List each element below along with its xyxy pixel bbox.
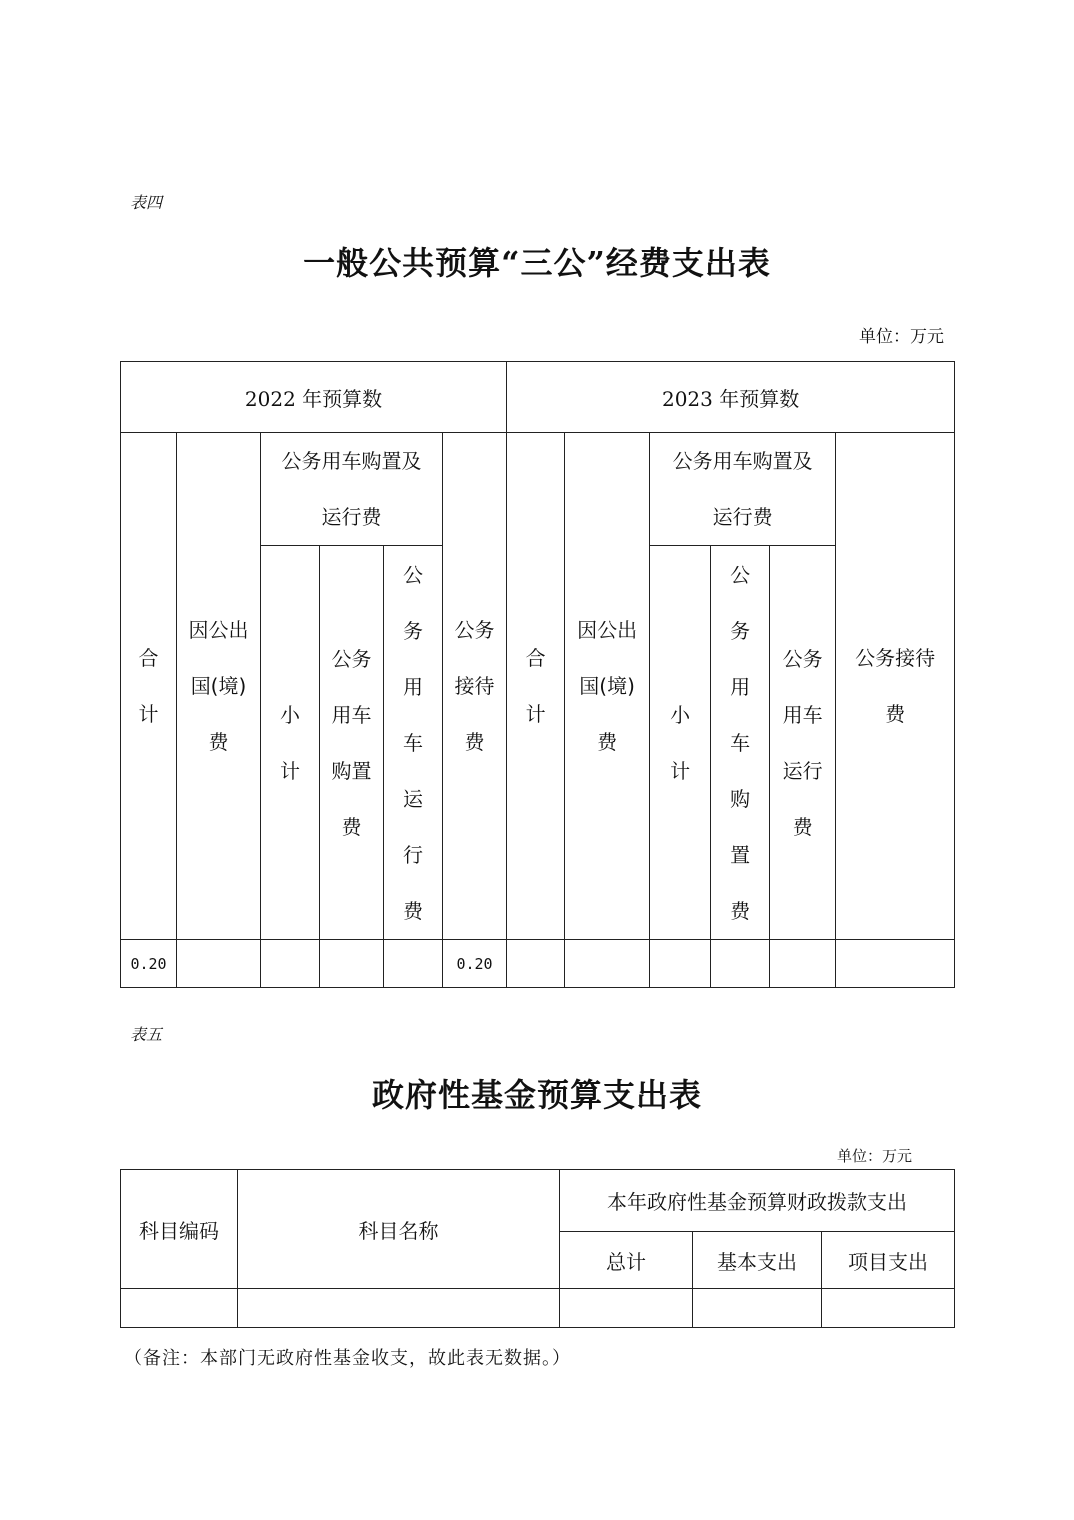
- project-expenditure-header: 项目支出: [822, 1232, 955, 1289]
- subtotal-2023-cell: [650, 940, 711, 988]
- table5-title: 政府性基金预算支出表: [371, 1076, 702, 1114]
- total-cell: [560, 1289, 693, 1328]
- government-fund-table: [120, 1169, 955, 1328]
- fund-expenditure-group-header: 本年政府性基金预算财政拨款支出: [560, 1170, 955, 1232]
- abroad-2022-cell: [177, 940, 261, 988]
- reception-2022-header: 公务接待费: [443, 433, 507, 940]
- total-header: 总计: [560, 1232, 693, 1289]
- vehicle-group-2023-header: 公务用车购置及运行费: [650, 433, 836, 546]
- three-public-expenses-table: [120, 361, 955, 988]
- reception-2022-cell: 0.20: [443, 940, 507, 988]
- total-2022-header: 合计: [121, 433, 177, 940]
- subtotal-2023-header: 小计: [650, 546, 711, 940]
- subtotal-2022-header: 小计: [261, 546, 320, 940]
- table5-note: （备注：本部门无政府性基金收支，故此表无数据。）: [124, 1348, 571, 1369]
- abroad-2023-header: 因公出国(境)费: [565, 433, 650, 940]
- subject-name-cell: [238, 1289, 560, 1328]
- vehicle-operation-2023-header: 公务用车运行费: [770, 546, 836, 940]
- year-2023-header: 2023 年预算数: [507, 362, 955, 433]
- vehicle-operation-2023-cell: [770, 940, 836, 988]
- table4-unit: 单位：万元: [859, 327, 944, 347]
- vehicle-purchase-2023-header: 公务用车购置费: [711, 546, 770, 940]
- reception-2023-cell: [836, 940, 955, 988]
- total-2023-cell: [507, 940, 565, 988]
- subtotal-2022-cell: [261, 940, 320, 988]
- table4-title: 一般公共预算“三公”经费支出表: [303, 244, 771, 282]
- vehicle-operation-2022-header: 公务用车运行费: [384, 546, 443, 940]
- table5-unit: 单位：万元: [836, 1147, 912, 1165]
- subject-code-header: 科目编码: [121, 1170, 238, 1289]
- vehicle-purchase-2023-cell: [711, 940, 770, 988]
- subject-name-header: 科目名称: [238, 1170, 560, 1289]
- total-2022-cell: 0.20: [121, 940, 177, 988]
- vehicle-operation-2022-cell: [384, 940, 443, 988]
- basic-expenditure-cell: [693, 1289, 822, 1328]
- subject-code-cell: [121, 1289, 238, 1328]
- basic-expenditure-header: 基本支出: [693, 1232, 822, 1289]
- vehicle-group-2022-header: 公务用车购置及运行费: [261, 433, 443, 546]
- table5-label: 表五: [130, 1025, 163, 1044]
- abroad-2022-header: 因公出国(境)费: [177, 433, 261, 940]
- reception-2023-header: 公务接待费: [836, 433, 955, 940]
- total-2023-header: 合计: [507, 433, 565, 940]
- year-2022-header: 2022 年预算数: [121, 362, 507, 433]
- abroad-2023-cell: [565, 940, 650, 988]
- vehicle-purchase-2022-header: 公务用车购置费: [320, 546, 384, 940]
- table4-label: 表四: [130, 193, 163, 212]
- project-expenditure-cell: [822, 1289, 955, 1328]
- vehicle-purchase-2022-cell: [320, 940, 384, 988]
